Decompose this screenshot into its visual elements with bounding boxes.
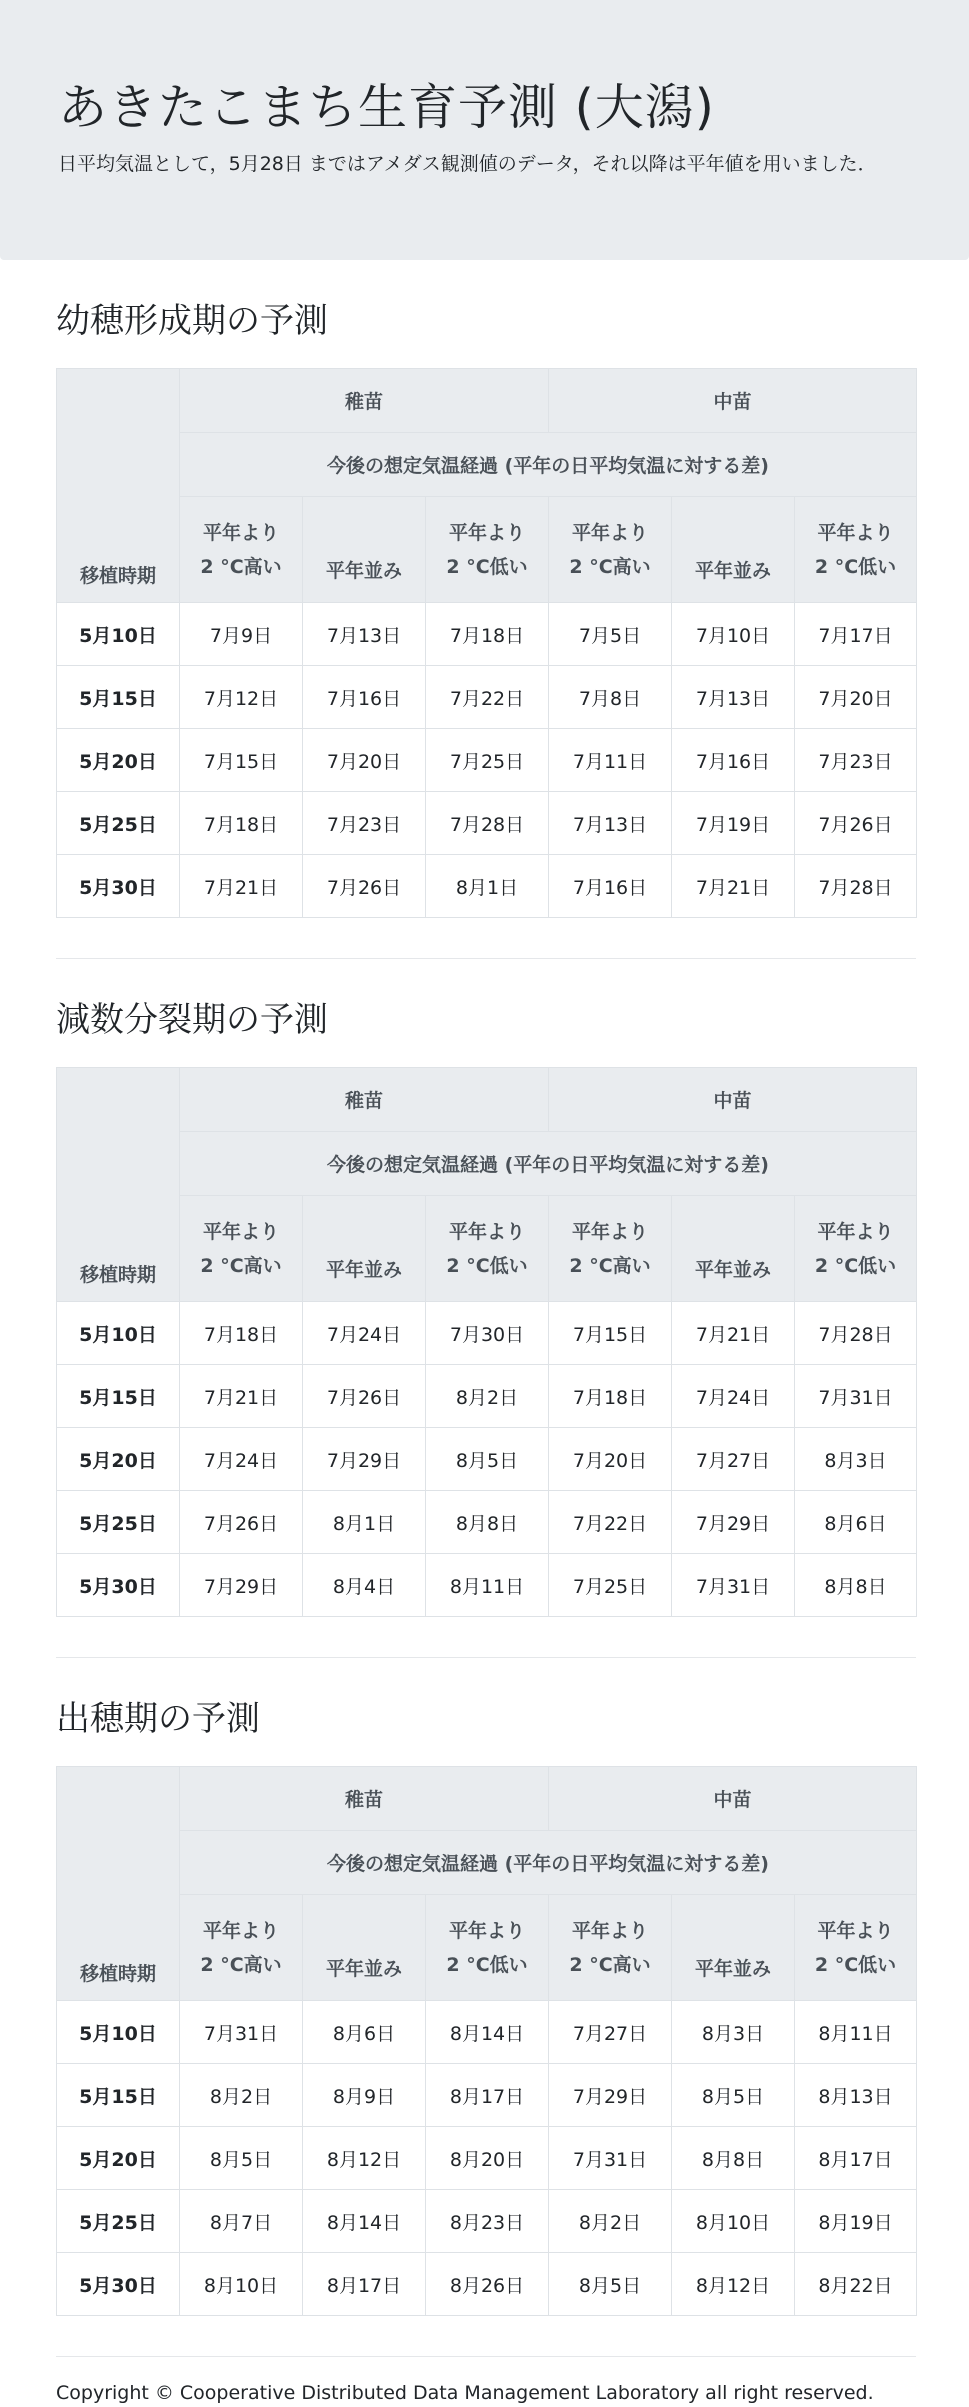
table-row [57,2190,917,2253]
table-cell: 8月14日 [426,2001,549,2064]
prediction-table [56,1067,917,1617]
header-transplant-date: 移植時期 [57,1068,180,1302]
header-col-high: 平年より 2 °C高い [180,1196,303,1302]
table-cell: 8月5日 [180,2127,303,2190]
table-cell: 7月29日 [672,1491,795,1554]
table-cell: 7月21日 [672,855,795,918]
table-cell: 7月16日 [303,666,426,729]
header-col-high: 平年より 2 °C高い [549,1196,672,1302]
header-col-normal: 平年並み [672,1895,795,2001]
table-cell: 7月21日 [672,1302,795,1365]
main-content [0,296,969,2316]
table-cell: 8月26日 [426,2253,549,2316]
table-cell: 7月28日 [426,792,549,855]
table-cell: 8月8日 [795,1554,917,1617]
table-cell: 7月16日 [672,729,795,792]
header-group-young-seedling: 稚苗 [180,369,549,433]
table-cell: 7月24日 [303,1302,426,1365]
table-cell: 7月10日 [672,603,795,666]
table-cell: 7月13日 [303,603,426,666]
row-date: 5月10日 [57,2001,180,2064]
table-cell: 7月21日 [180,1365,303,1428]
table-cell: 8月10日 [180,2253,303,2316]
row-date: 5月10日 [57,1302,180,1365]
row-date: 5月30日 [57,2253,180,2316]
header-col-high: 平年より 2 °C高い [180,497,303,603]
table-row [57,792,917,855]
table-row [57,2253,917,2316]
table-cell: 7月29日 [303,1428,426,1491]
page-footer [0,2356,969,2407]
table-row [57,666,917,729]
table-cell: 8月20日 [426,2127,549,2190]
table-cell: 7月18日 [180,792,303,855]
table-row [57,1491,917,1554]
table-cell: 8月1日 [303,1491,426,1554]
row-date: 5月15日 [57,1365,180,1428]
table-cell: 8月23日 [426,2190,549,2253]
row-date: 5月25日 [57,1491,180,1554]
table-cell: 7月23日 [303,792,426,855]
row-date: 5月25日 [57,2190,180,2253]
prediction-table [56,368,917,918]
header-col-high: 平年より 2 °C高い [549,497,672,603]
header-col-low: 平年より 2 °C低い [426,497,549,603]
table-cell: 7月28日 [795,855,917,918]
header-col-high: 平年より 2 °C高い [180,1895,303,2001]
table-cell: 7月21日 [180,855,303,918]
header-group-medium-seedling: 中苗 [549,1767,917,1831]
table-cell: 8月11日 [795,2001,917,2064]
page-header [0,0,969,260]
page-title: あきたこまち生育予測 (大潟) [58,79,715,136]
table-row [57,2064,917,2127]
header-col-normal: 平年並み [303,497,426,603]
table-cell: 8月3日 [795,1428,917,1491]
table-cell: 7月9日 [180,603,303,666]
table-cell: 8月5日 [426,1428,549,1491]
table-cell: 7月31日 [549,2127,672,2190]
table-cell: 7月16日 [549,855,672,918]
table-cell: 7月22日 [549,1491,672,1554]
table-cell: 7月30日 [426,1302,549,1365]
table-row [57,1365,917,1428]
table-cell: 7月24日 [672,1365,795,1428]
table-cell: 7月23日 [795,729,917,792]
header-col-low: 平年より 2 °C低い [426,1895,549,2001]
header-scenario-caption: 今後の想定気温経過 (平年の日平均気温に対する差) [180,433,917,497]
table-cell: 7月27日 [672,1428,795,1491]
table-cell: 7月18日 [549,1365,672,1428]
header-scenario-caption: 今後の想定気温経過 (平年の日平均気温に対する差) [180,1831,917,1895]
table-cell: 7月15日 [180,729,303,792]
header-col-normal: 平年並み [672,1196,795,1302]
table-cell: 7月5日 [549,603,672,666]
table-cell: 7月31日 [795,1365,917,1428]
table-cell: 8月2日 [426,1365,549,1428]
header-transplant-date: 移植時期 [57,369,180,603]
header-col-low: 平年より 2 °C低い [426,1196,549,1302]
row-date: 5月20日 [57,1428,180,1491]
table-cell: 7月20日 [549,1428,672,1491]
page-description: 日平均気温として，5月28日 まではアメダス観測値のデータ，それ以降は平年値を用いました． [58,153,877,175]
table-cell: 7月22日 [426,666,549,729]
table-cell: 8月17日 [303,2253,426,2316]
header-col-high: 平年より 2 °C高い [549,1895,672,2001]
table-cell: 7月13日 [549,792,672,855]
table-cell: 8月22日 [795,2253,917,2316]
header-scenario-caption: 今後の想定気温経過 (平年の日平均気温に対する差) [180,1132,917,1196]
header-col-low: 平年より 2 °C低い [795,497,917,603]
section-divider [56,958,916,959]
table-cell: 8月17日 [795,2127,917,2190]
row-date: 5月10日 [57,603,180,666]
table-cell: 7月19日 [672,792,795,855]
table-row [57,1554,917,1617]
copyright-text: Copyright © Cooperative Distributed Data Management Laboratory all right reserved. [56,2382,874,2404]
table-row [57,603,917,666]
table-cell: 7月13日 [672,666,795,729]
row-date: 5月15日 [57,666,180,729]
table-cell: 7月20日 [795,666,917,729]
table-cell: 7月20日 [303,729,426,792]
table-cell: 7月31日 [180,2001,303,2064]
header-group-medium-seedling: 中苗 [549,1068,917,1132]
table-row [57,2127,917,2190]
header-col-normal: 平年並み [672,497,795,603]
table-cell: 8月8日 [426,1491,549,1554]
row-date: 5月30日 [57,855,180,918]
table-cell: 8月12日 [303,2127,426,2190]
table-cell: 8月5日 [672,2064,795,2127]
header-col-normal: 平年並み [303,1895,426,2001]
table-cell: 7月26日 [795,792,917,855]
table-cell: 7月31日 [672,1554,795,1617]
table-cell: 7月8日 [549,666,672,729]
table-row [57,1428,917,1491]
table-row [57,1302,917,1365]
table-cell: 7月26日 [303,1365,426,1428]
header-col-low: 平年より 2 °C低い [795,1196,917,1302]
table-cell: 8月17日 [426,2064,549,2127]
header-group-young-seedling: 稚苗 [180,1767,549,1831]
table-cell: 7月28日 [795,1302,917,1365]
section-title: 減数分裂期の予測 [56,1000,328,1040]
table-cell: 8月14日 [303,2190,426,2253]
table-cell: 8月11日 [426,1554,549,1617]
table-cell: 8月3日 [672,2001,795,2064]
table-row [57,729,917,792]
row-date: 5月25日 [57,792,180,855]
table-cell: 7月24日 [180,1428,303,1491]
table-cell: 8月12日 [672,2253,795,2316]
table-cell: 8月4日 [303,1554,426,1617]
section-title: 幼穂形成期の予測 [56,301,328,341]
table-cell: 8月2日 [549,2190,672,2253]
table-cell: 7月18日 [426,603,549,666]
table-cell: 8月7日 [180,2190,303,2253]
header-transplant-date: 移植時期 [57,1767,180,2001]
table-row [57,2001,917,2064]
prediction-table [56,1766,917,2316]
footer-divider [56,2356,916,2357]
table-cell: 7月26日 [303,855,426,918]
table-cell: 7月27日 [549,2001,672,2064]
table-cell: 8月6日 [303,2001,426,2064]
table-cell: 7月26日 [180,1491,303,1554]
table-cell: 7月25日 [426,729,549,792]
table-row [57,855,917,918]
table-cell: 8月2日 [180,2064,303,2127]
table-cell: 8月19日 [795,2190,917,2253]
table-cell: 7月12日 [180,666,303,729]
section-divider [56,1657,916,1658]
table-cell: 8月13日 [795,2064,917,2127]
table-cell: 8月10日 [672,2190,795,2253]
table-cell: 7月17日 [795,603,917,666]
row-date: 5月15日 [57,2064,180,2127]
header-col-normal: 平年並み [303,1196,426,1302]
section-title: 出穂期の予測 [56,1699,260,1739]
table-cell: 8月1日 [426,855,549,918]
table-cell: 8月6日 [795,1491,917,1554]
table-cell: 7月18日 [180,1302,303,1365]
table-cell: 7月15日 [549,1302,672,1365]
table-cell: 8月8日 [672,2127,795,2190]
table-cell: 7月29日 [549,2064,672,2127]
header-group-medium-seedling: 中苗 [549,369,917,433]
table-cell: 7月25日 [549,1554,672,1617]
row-date: 5月20日 [57,729,180,792]
row-date: 5月20日 [57,2127,180,2190]
table-cell: 7月29日 [180,1554,303,1617]
row-date: 5月30日 [57,1554,180,1617]
table-cell: 7月11日 [549,729,672,792]
table-cell: 8月9日 [303,2064,426,2127]
header-col-low: 平年より 2 °C低い [795,1895,917,2001]
table-cell: 8月5日 [549,2253,672,2316]
header-group-young-seedling: 稚苗 [180,1068,549,1132]
